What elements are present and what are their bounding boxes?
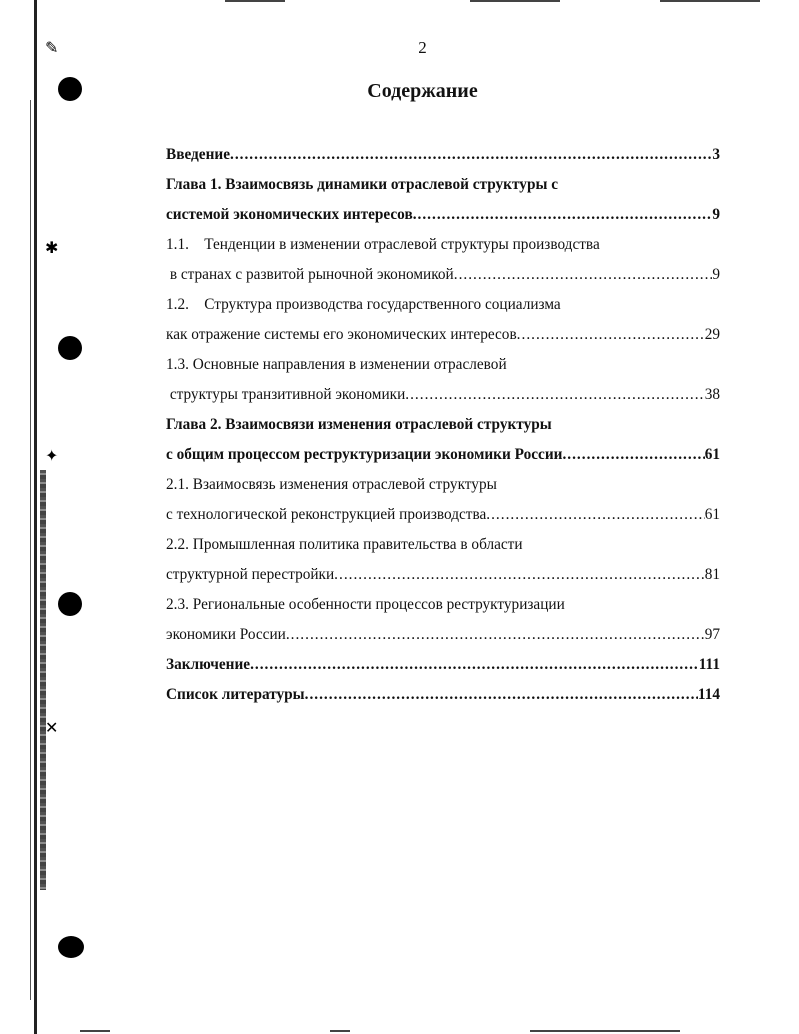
toc-entry-text: как отражение системы его экономических интересов xyxy=(166,326,517,343)
toc-entry-text: в странах с развитой рыночной экономикой xyxy=(166,266,454,283)
toc-entry xyxy=(166,290,720,320)
toc-entry xyxy=(166,260,720,290)
toc-page-number: 81 xyxy=(704,566,720,583)
toc-entry-text: 1.1. Тенденции в изменении отраслевой структуры производства xyxy=(166,236,600,253)
toc-leader-dots xyxy=(413,200,713,230)
toc-leader-dots xyxy=(562,440,704,470)
punch-hole xyxy=(58,592,82,616)
page-title: Содержание xyxy=(367,80,478,102)
toc-entry xyxy=(166,170,720,200)
toc-entry-text: Заключение xyxy=(166,656,251,673)
scan-edge xyxy=(530,1030,680,1032)
toc-entry xyxy=(166,230,720,260)
toc-entry-text: Введение xyxy=(166,146,230,163)
toc-entry xyxy=(166,200,720,230)
toc-page-number: 61 xyxy=(704,506,720,523)
punch-hole xyxy=(58,936,84,958)
toc-entry xyxy=(166,320,720,350)
scan-mark-icon: ✕ xyxy=(45,718,59,737)
toc-entry-text: 1.2. Структура производства государственного социализма xyxy=(166,296,561,313)
toc-entry xyxy=(166,140,720,170)
toc-entry-text: 2.1. Взаимосвязь изменения отраслевой структуры xyxy=(166,476,497,493)
toc-leader-dots xyxy=(334,560,705,590)
toc-leader-dots xyxy=(454,260,713,290)
toc-page-number: 29 xyxy=(704,326,720,343)
toc-leader-dots xyxy=(486,500,704,530)
toc-page-number: 9 xyxy=(712,266,720,283)
toc-entry-text: Глава 1. Взаимосвязь динамики отраслевой структуры с xyxy=(166,176,559,193)
toc-leader-dots xyxy=(517,320,705,350)
toc-entry-text: структурной перестройки xyxy=(166,566,335,583)
toc-entry-text: с технологической реконструкцией производства xyxy=(166,506,487,523)
table-of-contents xyxy=(166,140,720,710)
scan-mark-icon: ✦ xyxy=(45,446,59,465)
toc-entry xyxy=(166,440,720,470)
toc-entry xyxy=(166,560,720,590)
toc-leader-dots xyxy=(230,140,712,170)
toc-entry-text: Список литературы xyxy=(166,686,305,703)
toc-entry xyxy=(166,680,720,710)
toc-entry-text: с общим процессом реструктуризации экономики России xyxy=(166,446,563,463)
toc-entry xyxy=(166,470,720,500)
toc-entry xyxy=(166,620,720,650)
toc-entry xyxy=(166,380,720,410)
toc-entry-text: 2.2. Промышленная политика правительства в области xyxy=(166,536,523,553)
toc-page-number: 38 xyxy=(704,386,720,403)
toc-page-number: 97 xyxy=(704,626,720,643)
scan-mark-icon: ✎ xyxy=(45,38,59,57)
toc-page-number: 114 xyxy=(697,686,720,703)
scan-edge xyxy=(470,0,560,2)
toc-page-number: 111 xyxy=(698,656,720,673)
toc-entry-text: 1.3. Основные направления в изменении отраслевой xyxy=(166,356,507,373)
scan-edge xyxy=(330,1030,350,1032)
page-number: 2 xyxy=(418,38,427,57)
toc-entry-text: структуры транзитивной экономики xyxy=(166,386,406,403)
toc-entry-text: 2.3. Региональные особенности процессов реструктуризации xyxy=(166,596,565,613)
scan-edge xyxy=(660,0,760,2)
toc-page-number: 9 xyxy=(712,206,720,223)
toc-page-number: 61 xyxy=(704,446,720,463)
toc-leader-dots xyxy=(286,620,705,650)
toc-entry-text: экономики России xyxy=(166,626,286,643)
toc-entry xyxy=(166,590,720,620)
toc-leader-dots xyxy=(405,380,704,410)
toc-entry-text: системой экономических интересов xyxy=(166,206,413,223)
toc-entry xyxy=(166,350,720,380)
scan-mark-icon: ✱ xyxy=(45,238,59,257)
toc-entry xyxy=(166,410,720,440)
scan-edge xyxy=(80,1030,110,1032)
toc-entry xyxy=(166,530,720,560)
scan-edge-line xyxy=(30,100,31,1000)
toc-leader-dots xyxy=(305,680,698,710)
toc-entry-text: Глава 2. Взаимосвязи изменения отраслевой структуры xyxy=(166,416,552,433)
scan-edge xyxy=(225,0,285,2)
binder-shadow xyxy=(40,470,46,890)
toc-page-number: 3 xyxy=(712,146,720,163)
binder-line xyxy=(34,0,37,1034)
toc-entry xyxy=(166,650,720,680)
toc-leader-dots xyxy=(250,650,699,680)
punch-hole xyxy=(58,336,82,360)
toc-entry xyxy=(166,500,720,530)
